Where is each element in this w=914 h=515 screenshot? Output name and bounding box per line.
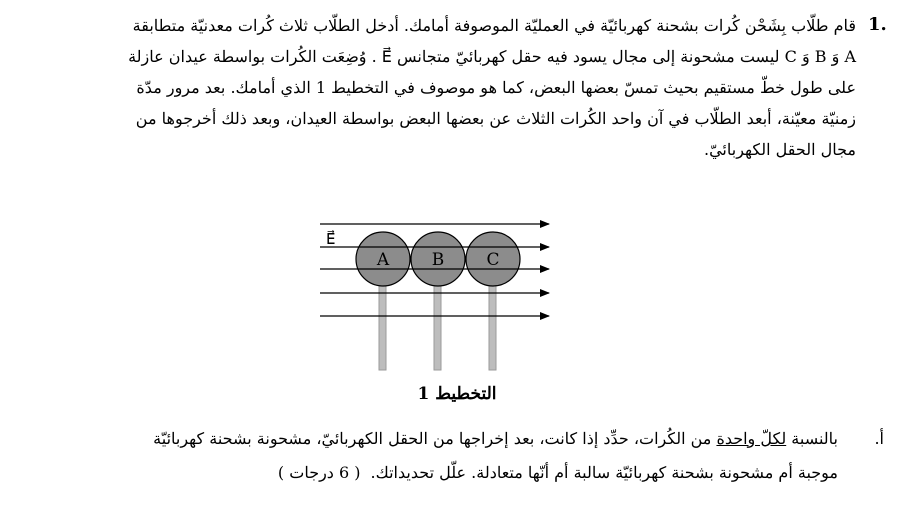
question-line: A وَ B وَ C ليست مشحونة إلى مجال يسود فيه حقل كهربائيّ متجانس E⃗ . وُضِعَت الكُرات بواسطة عيدان عازلة (128, 47, 856, 66)
diagram-1 (312, 218, 560, 374)
question-number: 1. (868, 14, 887, 35)
question-text (18, 10, 856, 165)
underlined-phrase: لكلّ واحدة (716, 429, 787, 448)
insulating-rod-b (434, 278, 441, 370)
question-line: مجال الحقل الكهربائيّ. (704, 140, 856, 159)
subquestion-text-part: من الكُرات، حدِّد إذا كانت، بعد إخراجها من الحقل الكهربائيّ، مشحونة بشحنة كهربائيّة (153, 429, 717, 448)
diagram-caption: التخطيط 1 (417, 384, 497, 404)
field-label: E⃗ (326, 230, 336, 248)
question-line: على طول خطّ مستقيم بحيث تمسّ بعضها البعض، كما هو موصوف في التخطيط 1 الذي أمامك. بعد مرور مدّة (136, 78, 856, 97)
subquestion-label: أ. (874, 429, 884, 448)
question-line: زمنيّة معيّنة، أبعد الطلّاب في آن واحد الكُرات الثلاث عن بعضها البعض بواسطة العيدان، وبعد ذلك أخرجوها من (135, 109, 856, 128)
sphere-label-a: A (376, 250, 390, 270)
question-line: قام طلّاب بِشَحْن كُرات بشحنة كهربائيّة في العمليّة الموصوفة أمامك. أدخل الطلّاب ثلاث كُرات معدنيّة متطابقة (132, 16, 856, 35)
subquestion-text (16, 422, 838, 490)
insulating-rod-c (489, 278, 496, 370)
insulating-rod-a (379, 278, 386, 370)
points-label: ( 6 درجات ) (277, 463, 361, 482)
subquestion-text-part: بالنسبة (786, 429, 838, 448)
subquestion-text-part: موجبة أم مشحونة بشحنة كهربائيّة سالبة أم أنّها متعادلة. علّل تحديداتك. (370, 463, 838, 482)
sphere-label-b: B (431, 250, 445, 270)
subquestion-line-2 (16, 456, 838, 490)
sphere-label-c: C (486, 250, 500, 270)
subquestion-line-1 (16, 422, 838, 456)
subquestion-a (16, 422, 884, 490)
